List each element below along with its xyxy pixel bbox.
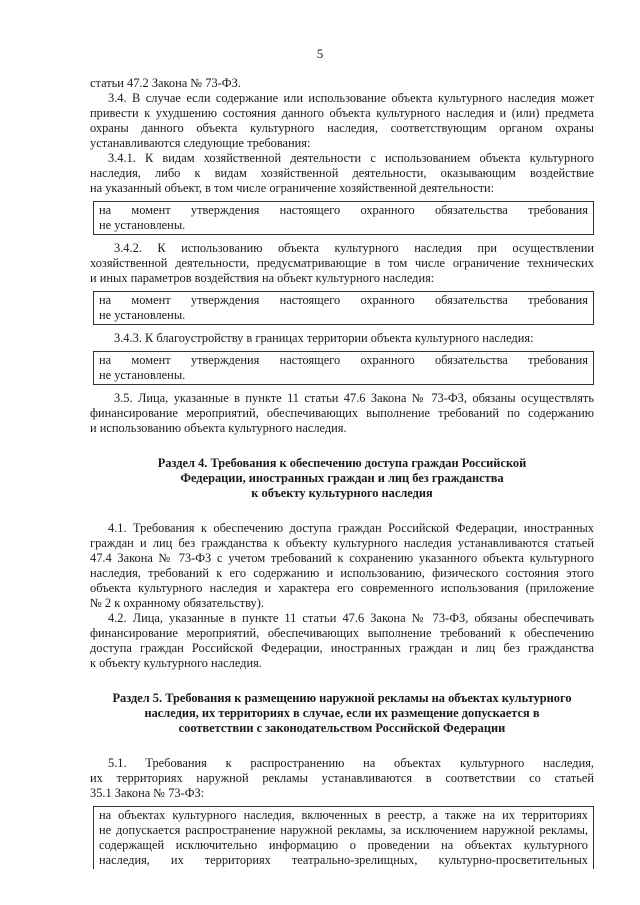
- box-line: на момент утверждения настоящего охранного обязательства требования: [99, 203, 588, 217]
- box-line: на момент утверждения настоящего охранного обязательства требования: [99, 353, 588, 367]
- box-line: на объектах культурного наследия, включенных в реестр, а также на их территориях: [99, 808, 588, 822]
- box-line: наследия, их территориях театрально-зрелищных, культурно-просветительных: [99, 853, 588, 867]
- text-line: наследия, либо к видам хозяйственной деятельности, оказывающим воздействие: [90, 166, 594, 180]
- text-line: и использованию объекта культурного наследия.: [90, 421, 347, 435]
- box-line: не допускается распространение наружной рекламы, за исключением наружной рекламы,: [99, 823, 588, 837]
- text-line: № 2 к охранному обязательству).: [90, 596, 264, 610]
- page-number: 5: [316, 46, 324, 61]
- heading-line: к объекту культурного наследия: [251, 486, 433, 500]
- requirements-box-1: [93, 201, 594, 235]
- text-line: объекта культурного наследия и характера его современного использования (приложение: [90, 581, 594, 595]
- text-line: 5.1. Требования к распространению на объектах культурного наследия,: [108, 756, 594, 770]
- requirements-box-3: [93, 351, 594, 385]
- heading-line: соответствии с законодательством Российской Федерации: [178, 721, 506, 735]
- text-line: финансирование мероприятий, обеспечивающих выполнение требований к обеспечению: [90, 626, 594, 640]
- box-line: не установлены.: [99, 218, 186, 232]
- box-line: содержащей исключительно информацию о проведении на объектах культурного: [99, 838, 588, 852]
- paragraph-5-1: [90, 756, 594, 801]
- paragraph-4-1: [90, 521, 594, 611]
- text-line: устанавливаются следующие требования:: [90, 136, 311, 150]
- text-line: 35.1 Закона № 73-ФЗ:: [90, 786, 205, 800]
- box-line: не установлены.: [99, 368, 186, 382]
- text-line: привести к ухудшению состояния данного объекта культурного наследия и (или) предмета: [90, 106, 594, 120]
- text-line: и иных параметров воздействия на объект культурного наследия:: [90, 271, 435, 285]
- text-line: 4.1. Требования к обеспечению доступа граждан Российской Федерации, иностранных: [108, 521, 594, 535]
- text-line: 3.4.2. К использованию объекта культурного наследия при осуществлении: [114, 241, 594, 255]
- text-line: 3.4. В случае если содержание или использование объекта культурного наследия может: [108, 91, 594, 105]
- paragraph-3-5: [90, 391, 594, 436]
- heading-line: Раздел 5. Требования к размещению наружной рекламы на объектах культурного: [112, 691, 572, 705]
- text-line: 3.4.1. К видам хозяйственной деятельности с использованием объекта культурного: [108, 151, 594, 165]
- text-line: на указанный объект, в том числе ограничение хозяйственной деятельности:: [90, 181, 495, 195]
- text-line: финансирование мероприятий, обеспечивающих выполнение требований по содержанию: [90, 406, 594, 420]
- text-line: 4.2. Лица, указанные в пункте 11 статьи 47.6 Закона № 73-ФЗ, обязаны обеспечивать: [108, 611, 594, 625]
- text-line: их территориях наружной рекламы устанавливаются в соответствии со статьей: [90, 771, 594, 785]
- text-line: доступа граждан Российской Федерации, иностранных граждан и лиц без гражданства: [90, 641, 594, 655]
- text-line: к объекту культурного наследия.: [90, 656, 262, 670]
- section5-heading: [90, 691, 594, 736]
- requirements-box-2: [93, 291, 594, 325]
- text-line: 3.5. Лица, указанные в пункте 11 статьи 47.6 Закона № 73-ФЗ, обязаны осуществлять: [114, 391, 594, 405]
- paragraph-3-4: [90, 91, 594, 151]
- document-body: [90, 76, 594, 869]
- box-line: не установлены.: [99, 308, 186, 322]
- text-line: наследия, требований к его содержанию и использованию, физического состояния этого: [90, 566, 594, 580]
- section4-heading: [90, 456, 594, 501]
- text-line: граждан и лиц без гражданства к объекту культурного наследия устанавливаются статьей: [90, 536, 594, 550]
- text-line: охраны данного объекта культурного наследия, соответствующим органом охраны: [90, 121, 594, 135]
- text-line: хозяйственной деятельности, предусматривающие в том числе ограничение технических: [90, 256, 594, 270]
- paragraph-4-2: [90, 611, 594, 671]
- heading-line: Федерации, иностранных граждан и лиц без гражданства: [180, 471, 504, 485]
- text-line: 47.4 Закона № 73-ФЗ с учетом требований к сохранению указанного объекта культурного: [90, 551, 594, 565]
- heading-line: Раздел 4. Требования к обеспечению доступа граждан Российской: [157, 456, 527, 470]
- advertising-requirements-box: [93, 806, 594, 869]
- heading-line: наследия, их территориях в случае, если их размещение допускается в: [144, 706, 540, 720]
- box-line: на момент утверждения настоящего охранного обязательства требования: [99, 293, 588, 307]
- paragraph-3-4-2: [90, 241, 594, 286]
- paragraph-3-4-3: 3.4.3. К благоустройству в границах территории объекта культурного наследия:: [114, 331, 534, 345]
- paragraph-3-4-1: [90, 151, 594, 196]
- section3-tail: статьи 47.2 Закона № 73-ФЗ.: [90, 76, 241, 90]
